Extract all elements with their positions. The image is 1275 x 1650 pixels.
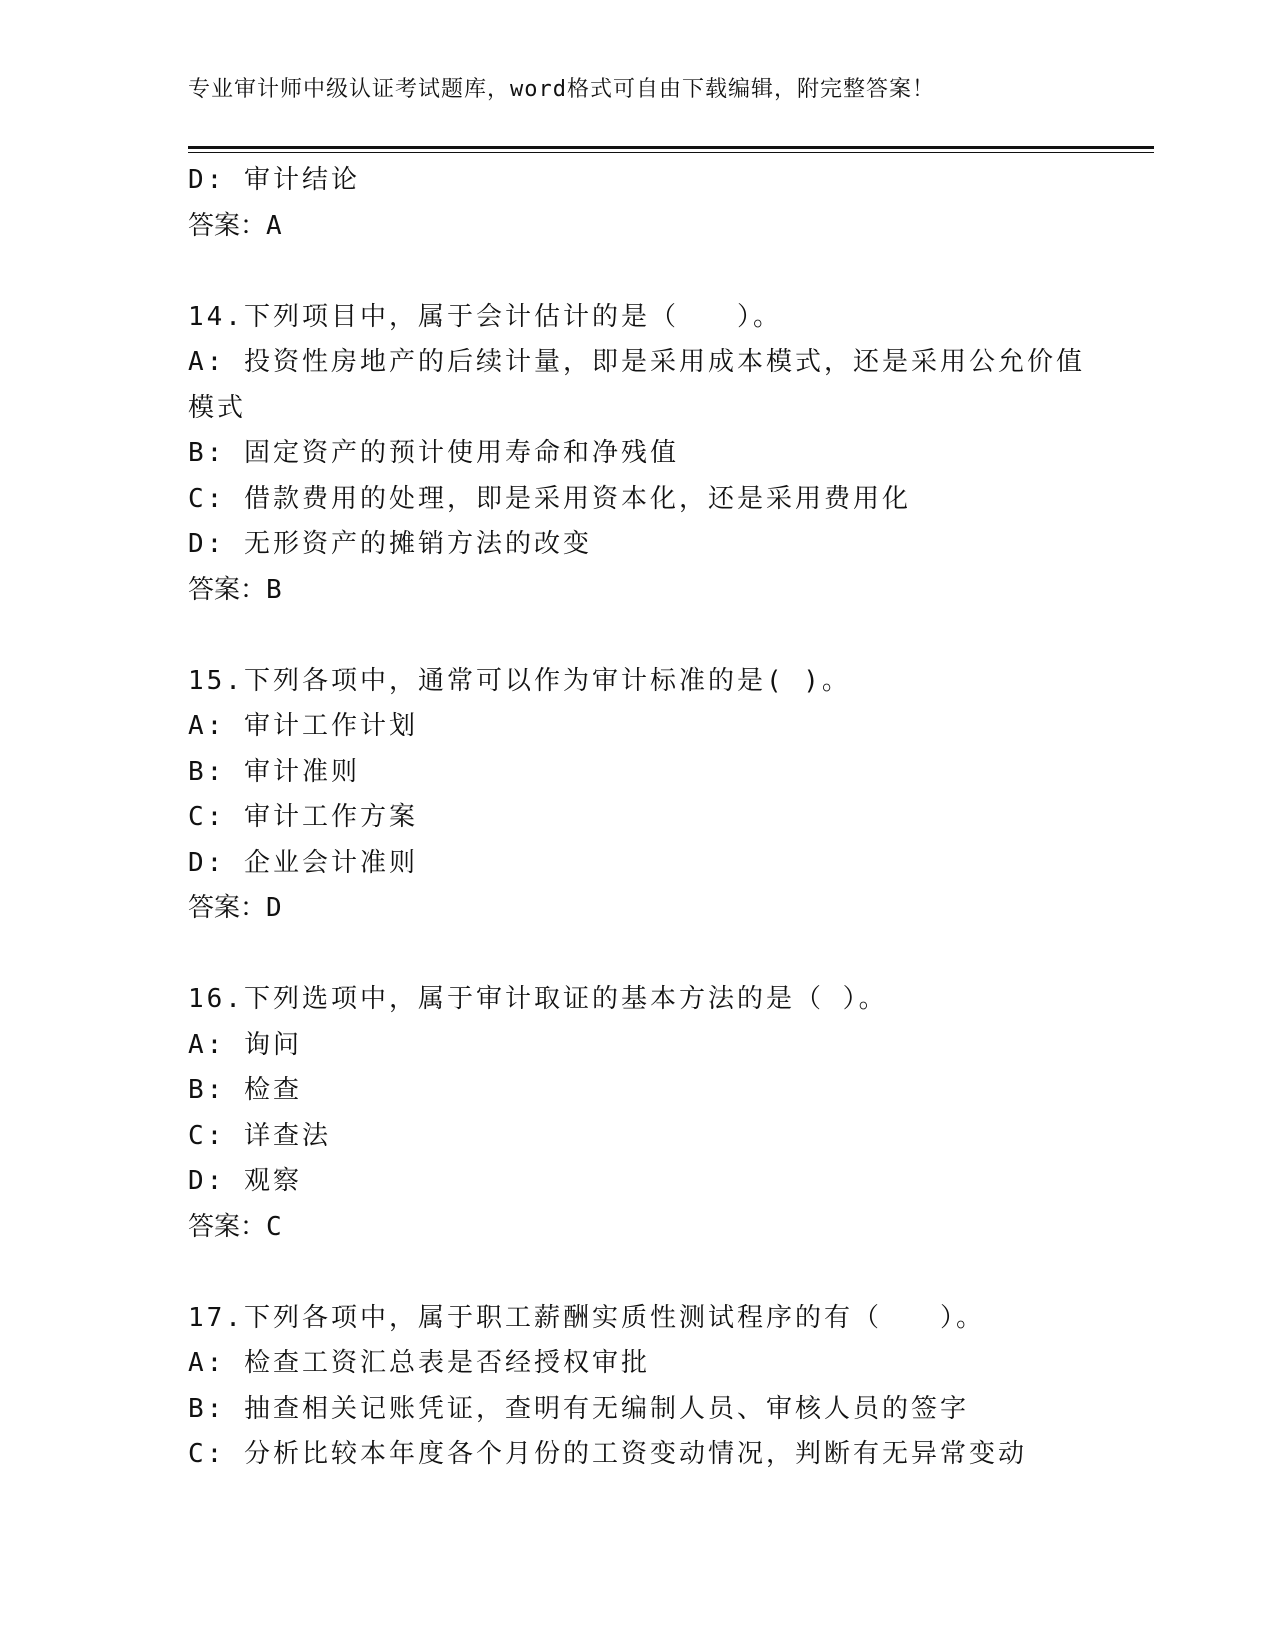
answer-label: 答案：	[188, 574, 267, 605]
q17-stem: 17.下列各项中，属于职工薪酬实质性测试程序的有（ ）。	[188, 1302, 985, 1333]
q16-answer	[188, 1205, 1108, 1251]
q14-stem: 14.下列项目中，属于会计估计的是（ ）。	[188, 301, 782, 332]
q15-option-d: D: 企业会计准则	[188, 847, 418, 878]
q16-option-a: A: 询问	[188, 1029, 302, 1060]
q16-option-c: C: 详查法	[188, 1120, 331, 1151]
spacer	[188, 932, 1108, 978]
q14-answer	[188, 568, 1108, 614]
q16-option-b: B: 检查	[188, 1075, 302, 1105]
q15-option-b: B: 审计准则	[188, 756, 360, 787]
answer-value: D	[266, 893, 282, 923]
page-header: 专业审计师中级认证考试题库，word格式可自由下载编辑，附完整答案！	[188, 77, 935, 102]
q14-option-a-cont: 模式	[188, 392, 247, 423]
answer-label: 答案：	[188, 210, 267, 241]
q13-option-d: D: 审计结论	[188, 165, 360, 195]
q14-option-d: D: 无形资产的摊销方法的改变	[188, 529, 592, 559]
q15-stem: 15.下列各项中，通常可以作为审计标准的是( )。	[188, 665, 851, 696]
header-rule-thick	[188, 146, 1154, 149]
q15-option-c: C: 审计工作方案	[188, 802, 418, 832]
q15-answer	[188, 886, 1108, 932]
q16-option-d: D: 观察	[188, 1166, 302, 1196]
question-list	[188, 158, 1108, 1478]
spacer	[188, 249, 1108, 295]
spacer	[188, 613, 1108, 659]
q14-option-b: B: 固定资产的预计使用寿命和净残值	[188, 438, 679, 468]
q17-option-b: B: 抽查相关记账凭证，查明有无编制人员、审核人员的签字	[188, 1393, 969, 1424]
header-rule-thin	[188, 152, 1154, 153]
q17-option-c: C: 分析比较本年度各个月份的工资变动情况，判断有无异常变动	[188, 1439, 1027, 1469]
spacer	[188, 1250, 1108, 1296]
answer-value: B	[266, 574, 282, 605]
q16-stem: 16.下列选项中，属于审计取证的基本方法的是（ ）。	[188, 984, 888, 1014]
q15-option-a: A: 审计工作计划	[188, 711, 418, 741]
answer-label: 答案：	[188, 893, 267, 923]
answer-label: 答案：	[188, 1211, 267, 1242]
q14-option-c: C: 借款费用的处理，即是采用资本化，还是采用费用化	[188, 483, 911, 514]
answer-value: A	[266, 210, 282, 241]
q13-answer	[188, 204, 1108, 250]
q17-option-a: A: 检查工资汇总表是否经授权审批	[188, 1348, 650, 1378]
answer-value: C	[266, 1211, 282, 1242]
q14-option-a: A: 投资性房地产的后续计量，即是采用成本模式，还是采用公允价值	[188, 347, 1085, 377]
